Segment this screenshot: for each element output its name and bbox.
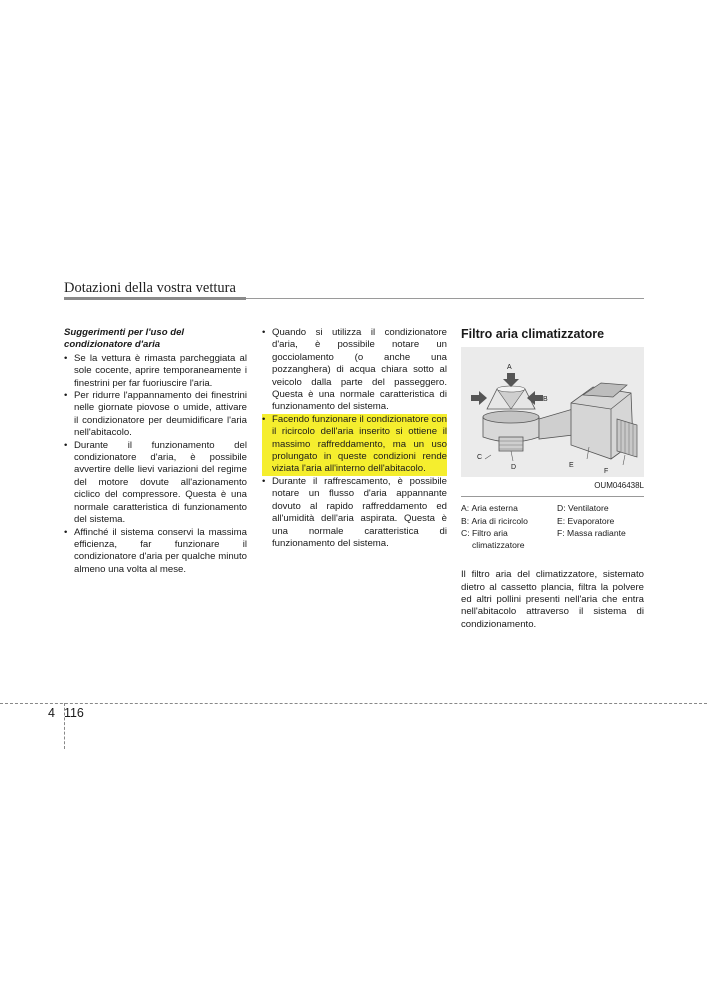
label-c: C: [477, 454, 483, 461]
list-item: • Quando si utilizza il condizionatore d'aria, è possibile notare un gocciolamento (o anche una pozzanghera) di acqua chiara sotto al veicolo dalla parte del passeggero. Questa è una normale caratteristica di funzionamento del sistema.: [262, 327, 447, 414]
legend-text: Ventilatore: [567, 503, 609, 514]
legend-item: [461, 502, 557, 514]
legend-text: Evaporatore: [567, 515, 615, 526]
air-filter-diagram: [461, 347, 644, 477]
figure-legend: [461, 502, 644, 551]
footer-dashed-rule: [0, 703, 707, 704]
page-header-title: Dotazioni della vostra vettura: [64, 280, 236, 296]
list-item: • Per ridurre l'appannamento dei finestrini nelle giornate piovose o umide, attivare il condizionatore per deumidificare l'aria nell'abitacolo.: [64, 390, 247, 440]
column-middle: [262, 327, 447, 550]
legend-text: Filtro aria climatizzatore: [471, 527, 525, 551]
list-item: • Durante il funzionamento del condizionatore d'aria, è possibile avvertire delle lievi variazioni del regime del motore dovute all'azionamento ciclico del compressore. Questa è una normale caratteristica di funzionamento del sistema.: [64, 440, 247, 527]
legend-key: D:: [557, 503, 566, 514]
header-rule-thin: [246, 298, 644, 299]
legend-key: E:: [557, 515, 566, 526]
label-d: D: [511, 464, 517, 471]
legend-text: Aria di ricircolo: [471, 515, 528, 526]
legend-item: [461, 527, 557, 551]
label-a: A: [507, 364, 512, 371]
column-right: [461, 327, 644, 641]
legend-text: Massa radiante: [567, 527, 626, 538]
label-f: F: [604, 468, 609, 475]
page-number-value: 116: [63, 706, 84, 720]
legend-key: C:: [461, 527, 470, 538]
list-item: • Durante il raffrescamento, è possibile notare un flusso d'aria appannante dovuto al rapido raffreddamento ed all'umidità dell'aria aspirata. Questa è una normale caratteristica di funzionamento del sistema.: [262, 476, 447, 550]
legend-item: [557, 515, 644, 527]
ac-notes-list: [262, 327, 447, 550]
label-e: E: [569, 462, 574, 469]
header-rule-thick: [64, 297, 246, 300]
legend-item: [461, 515, 557, 527]
list-item: • Affinché il sistema conservi la massima efficienza, far funzionare il condizionatore d'aria per qualche minuto almeno una volta al mese.: [64, 527, 247, 577]
filter-description: Il filtro aria del climatizzatore, sistemato dietro al cassetto plancia, filtra la polvere ed altri pollini presenti nell'aria che entra nell'abitacolo attraverso il sistema di condizionamento.: [461, 569, 644, 630]
list-item: • Se la vettura è rimasta parcheggiata al sole cocente, aprire temporaneamente i finestrini per far fuoriuscire l'aria.: [64, 353, 247, 390]
legend-item: [557, 502, 644, 514]
figure-code: OUM046438L: [594, 481, 644, 490]
legend-text: Aria esterna: [471, 503, 518, 514]
tips-subheading: Suggerimenti per l'uso del condizionatore d'aria: [64, 327, 185, 351]
page-number: [48, 706, 84, 720]
chapter-number: 4: [48, 706, 55, 720]
highlighted-list-item: • Facendo funzionare il condizionatore con il ricircolo dell'aria inserito si ottiene il massimo raffreddamento, ma un uso prolungato in queste condizioni rende viziata l'aria all'interno dell'abitacolo.: [262, 414, 447, 476]
figure-rule: [461, 496, 644, 497]
column-left: [64, 327, 247, 576]
legend-item: [557, 527, 644, 551]
legend-key: F:: [557, 527, 565, 538]
diagram-drawing: [461, 347, 644, 477]
legend-key: B:: [461, 515, 470, 526]
tips-list: [64, 353, 247, 576]
label-b: B: [543, 396, 548, 403]
section-title: Filtro aria climatizzatore: [461, 327, 605, 341]
legend-key: A:: [461, 503, 470, 514]
